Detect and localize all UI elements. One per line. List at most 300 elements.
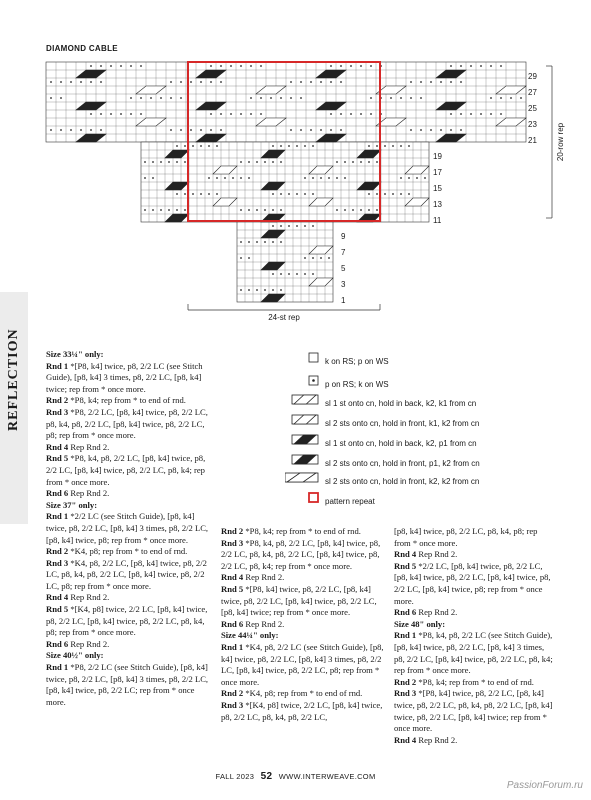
purl-dot (350, 65, 352, 67)
purl-dot (240, 161, 242, 163)
instructions-column-2 (221, 526, 389, 723)
purl-dot (168, 209, 170, 211)
round-label: Rnd 5 (394, 560, 417, 571)
row-number: 7 (341, 248, 346, 257)
purl-dot (280, 161, 282, 163)
purl-dot (312, 193, 314, 195)
purl-dot (450, 81, 452, 83)
purl-dot (520, 97, 522, 99)
round-instruction: Rnd 5 *P8, k4, p8, 2/2 LC, [p8, k4] twice, p8, 2/2 LC, [p8, k4] twice, p8, 2/2 LC, p8, k4; rep from * once more. (46, 453, 206, 487)
purl-dot (350, 113, 352, 115)
round-instruction: Rnd 1 *P8, 2/2 LC (see Stitch Guide), [p8, k4] twice, p8, 2/2 LC, [p8, k4] 3 times, p8, 2/2 LC, [p8, k4] twice, p8, 2/2 LC; rep from * once more. (46, 662, 209, 707)
legend-label: sl 1 st onto cn, hold in back, k2, k1 from cn (325, 399, 477, 408)
row-number: 21 (528, 136, 537, 145)
row-number: 9 (341, 232, 346, 241)
purl-dot (376, 161, 378, 163)
purl-dot (264, 289, 266, 291)
round-label: Rnd 3 (394, 688, 417, 699)
round-label: Rnd 1 (46, 360, 69, 371)
round-label: Rnd 4 (394, 734, 417, 745)
purl-dot (340, 81, 342, 83)
purl-dot (230, 65, 232, 67)
purl-dot (500, 65, 502, 67)
purl-dot (220, 81, 222, 83)
purl-dot (180, 129, 182, 131)
round-label: Rnd 4 (221, 572, 244, 583)
purl-dot (180, 81, 182, 83)
purl-dot (290, 129, 292, 131)
round-instruction: [p8, k4] twice, p8, 2/2 LC, p8, k4, p8; rep from * once more. (394, 526, 538, 548)
purl-dot (140, 65, 142, 67)
purl-dot (368, 193, 370, 195)
purl-dot (288, 273, 290, 275)
purl-dot (368, 209, 370, 211)
round-instruction: Rnd 4 Rep Rnd 2. (221, 572, 285, 583)
purl-dot (100, 81, 102, 83)
purl-dot (368, 145, 370, 147)
purl-dot (100, 129, 102, 131)
legend-label: k on RS; p on WS (325, 357, 389, 366)
row-number: 1 (341, 296, 346, 305)
purl-dot (216, 177, 218, 179)
round-label: Rnd 1 (46, 511, 69, 522)
size-heading: Size 40½" only: (46, 650, 104, 661)
purl-dot (376, 193, 378, 195)
purl-dot (300, 129, 302, 131)
purl-dot (420, 81, 422, 83)
purl-dot (120, 113, 122, 115)
purl-dot (360, 209, 362, 211)
purl-dot (170, 97, 172, 99)
purl-dot (140, 97, 142, 99)
round-instruction: Rnd 3 *[K4, p8] twice, 2/2 LC, [p8, k4] twice, p8, 2/2 LC, p8, k4, p8, 2/2 LC, (221, 699, 383, 722)
purl-dot (420, 129, 422, 131)
purl-dot (240, 289, 242, 291)
purl-dot (160, 161, 162, 163)
round-instruction: Rnd 4 Rep Rnd 2. (394, 549, 458, 560)
purl-dot (200, 145, 202, 147)
purl-dot (260, 65, 262, 67)
purl-dot (50, 81, 52, 83)
purl-dot (328, 257, 330, 259)
purl-dot (210, 113, 212, 115)
purl-dot (50, 129, 52, 131)
row-number: 23 (528, 120, 537, 129)
round-label: Rnd 6 (394, 607, 417, 618)
round-instruction: Rnd 2 *P8, k4; rep from * to end of rnd. (46, 395, 186, 406)
row-number: 27 (528, 88, 537, 97)
purl-dot (280, 193, 282, 195)
purl-dot (200, 81, 202, 83)
cable-1-2-rc-icon (285, 394, 321, 406)
purl-dot (310, 129, 312, 131)
purl-dot (250, 97, 252, 99)
purl-dot (420, 97, 422, 99)
page-number: 52 (260, 771, 273, 782)
purl-dot (250, 113, 252, 115)
purl-dot (500, 113, 502, 115)
round-instruction: Rnd 3 *[P8, k4] twice, p8, 2/2 LC, [p8, k4] twice, p8, 2/2 LC, p8, k4, p8, 2/2 LC, [p8, k4] twice, p8, 2/2 LC, [p8, k4] twice; rep from * once more. (394, 688, 553, 734)
purl-dot (290, 81, 292, 83)
purl-dot (70, 81, 72, 83)
purl-dot (424, 177, 426, 179)
purl-dot (440, 81, 442, 83)
knit-square-icon (285, 352, 321, 364)
purl-dot (272, 273, 274, 275)
purl-dot (460, 113, 462, 115)
diamond-cable-chart (0, 0, 591, 330)
purl-dot (248, 209, 250, 211)
legend-label: sl 1 st onto cn, hold in back, k2, p1 from cn (325, 439, 477, 448)
purl-dot (450, 113, 452, 115)
purl-dot (272, 225, 274, 227)
purl-dot (220, 65, 222, 67)
row-number: 3 (341, 280, 346, 289)
purl-dot (260, 113, 262, 115)
purl-dot (312, 177, 314, 179)
size-heading: Size 48" only: (394, 618, 446, 629)
purl-dot (490, 97, 492, 99)
round-instruction: Rnd 6 Rep Rnd 2. (221, 618, 285, 629)
purl-dot (304, 225, 306, 227)
footer-website: WWW.INTERWEAVE.COM (278, 772, 376, 781)
purl-dot (184, 145, 186, 147)
purl-dot (208, 193, 210, 195)
purl-dot (272, 241, 274, 243)
size-heading: Size 37" only: (46, 499, 98, 510)
purl-dot (80, 81, 82, 83)
purl-dot (330, 129, 332, 131)
round-instruction: Rnd 2 *K4, p8; rep from * to end of rnd. (221, 688, 363, 699)
purl-dot (176, 145, 178, 147)
purl-dot (248, 161, 250, 163)
purl-dot (80, 129, 82, 131)
purl-dot (272, 145, 274, 147)
chart-grid (46, 62, 526, 302)
round-instruction: Rnd 3 *P8, 2/2 LC, [p8, k4] twice, p8, 2/2 LC, p8, k4, p8, 2/2 LC, [p8, k4] twice, p8, 2/2 LC, p8; rep from * once more. (46, 406, 208, 441)
purl-dot (272, 289, 274, 291)
purl-dot (360, 113, 362, 115)
purl-dot (180, 97, 182, 99)
round-instruction: Rnd 2 *K4, p8; rep from * to end of rnd. (46, 546, 188, 557)
purl-dot (460, 81, 462, 83)
purl-dot (208, 145, 210, 147)
purl-dot (264, 209, 266, 211)
round-label: Rnd 5 (46, 604, 69, 615)
purl-dot (450, 65, 452, 67)
purl-dot (430, 81, 432, 83)
purl-dot (144, 209, 146, 211)
purl-dot (344, 161, 346, 163)
purl-dot (376, 145, 378, 147)
purl-dot (100, 113, 102, 115)
purl-dot (400, 145, 402, 147)
purl-dot (400, 177, 402, 179)
purl-dot (410, 129, 412, 131)
purl-dot (480, 65, 482, 67)
purl-dot (390, 97, 392, 99)
purl-dot (152, 209, 154, 211)
round-label: Rnd 2 (46, 546, 69, 557)
purl-dot (280, 289, 282, 291)
purl-dot (280, 145, 282, 147)
round-instruction: Rnd 6 Rep Rnd 2. (46, 488, 110, 499)
cable-2-2-lc-icon (285, 472, 321, 484)
page-footer (0, 771, 591, 782)
purl-dot (210, 65, 212, 67)
round-label: Rnd 6 (46, 488, 69, 499)
watermark: PassionForum.ru (506, 780, 583, 791)
purl-dot (260, 97, 262, 99)
legend-label: p on RS; k on WS (325, 380, 389, 389)
purl-dot (408, 145, 410, 147)
pattern-repeat-icon (285, 492, 321, 504)
st-rep-label: 24-st rep (268, 313, 300, 322)
purl-dot (296, 193, 298, 195)
purl-dot (340, 65, 342, 67)
purl-dot (264, 241, 266, 243)
purl-dot (368, 161, 370, 163)
purl-dot (370, 65, 372, 67)
purl-dot (336, 177, 338, 179)
purl-dot (192, 193, 194, 195)
purl-dot (170, 81, 172, 83)
row-number: 11 (433, 216, 442, 225)
purl-dot (60, 129, 62, 131)
purl-dot (296, 273, 298, 275)
round-label: Rnd 3 (221, 537, 244, 548)
purl-dot (60, 81, 62, 83)
purl-dot (300, 97, 302, 99)
instructions-column-3 (394, 526, 554, 746)
purl-dot (272, 161, 274, 163)
row-number: 29 (528, 72, 537, 81)
purl-dot (216, 193, 218, 195)
purl-dot (376, 209, 378, 211)
purl-dot (230, 113, 232, 115)
purl-dot (90, 129, 92, 131)
purl-dot (352, 209, 354, 211)
purl-dot (184, 193, 186, 195)
round-label: Rnd 2 (46, 395, 69, 406)
purl-dot (210, 81, 212, 83)
purl-dot (312, 145, 314, 147)
round-label: Rnd 4 (46, 592, 69, 603)
round-instruction: Rnd 6 Rep Rnd 2. (394, 607, 458, 618)
purl-dot (470, 65, 472, 67)
purl-dot (328, 177, 330, 179)
purl-dot (290, 97, 292, 99)
round-instruction: Rnd 2 *P8, k4; rep from * to end of rnd. (394, 676, 534, 687)
purl-dot (360, 65, 362, 67)
row-number: 13 (433, 200, 442, 209)
round-instruction: Rnd 3 *K4, p8, 2/2 LC, [p8, k4] twice, p8, 2/2 LC, p8, k4, p8, 2/2 LC, [p8, k4] twice, p8, 2/2 LC, p8; rep from * once more. (46, 557, 207, 591)
purl-dot (384, 145, 386, 147)
purl-dot (384, 193, 386, 195)
purl-dot (370, 97, 372, 99)
purl-dot (168, 161, 170, 163)
purl-dot (288, 225, 290, 227)
round-instruction: Rnd 4 Rep Rnd 2. (394, 734, 458, 745)
purl-dot (176, 193, 178, 195)
purl-dot (144, 177, 146, 179)
row-number: 15 (433, 184, 442, 193)
purl-dot (340, 129, 342, 131)
purl-dot (312, 225, 314, 227)
purl-dot (152, 161, 154, 163)
row-number: 17 (433, 168, 442, 177)
purl-dot (410, 81, 412, 83)
purl-dot (90, 81, 92, 83)
purl-dot (90, 113, 92, 115)
purl-dot (352, 161, 354, 163)
chart-title: DIAMOND CABLE (46, 44, 118, 53)
purl-dot (288, 193, 290, 195)
purl-dot (176, 161, 178, 163)
purl-dot (256, 161, 258, 163)
purl-dot (224, 177, 226, 179)
round-label: Rnd 2 (221, 688, 244, 699)
rep-label: 20-row rep (556, 122, 565, 162)
purl-dot (416, 177, 418, 179)
purl-dot (248, 289, 250, 291)
round-instruction: Rnd 4 Rep Rnd 2. (46, 592, 110, 603)
size-heading: Size 44¼" only: (221, 630, 279, 641)
round-instruction: Rnd 5 *[K4, p8] twice, 2/2 LC, [p8, k4] twice, p8, 2/2 LC, [p8, k4] twice, p8, 2/2 LC, p8, k4, p8; rep from * once more. (46, 604, 208, 638)
round-label: Rnd 3 (46, 557, 69, 568)
purl-dot (240, 113, 242, 115)
purl-dot (220, 129, 222, 131)
purl-dot (320, 129, 322, 131)
purl-dot (450, 129, 452, 131)
purl-dot (460, 129, 462, 131)
purl-dot (248, 241, 250, 243)
purl-dot (296, 145, 298, 147)
purl-dot (50, 97, 52, 99)
purl-dot (304, 257, 306, 259)
purl-dot (392, 193, 394, 195)
purl-dot (190, 129, 192, 131)
purl-dot (240, 241, 242, 243)
purl-dot (248, 177, 250, 179)
purl-dot (170, 129, 172, 131)
purl-dot (312, 273, 314, 275)
round-instruction: Rnd 5 *2/2 LC, [p8, k4] twice, p8, 2/2 LC, [p8, k4] twice, p8, 2/2 LC, [p8, k4] twice, p8, 2/2 LC, [p8, k4] twice, p8; rep from * once more. (394, 560, 551, 606)
purl-dot (344, 209, 346, 211)
round-label: Rnd 2 (221, 526, 244, 536)
purl-dot (152, 177, 154, 179)
footer-issue: FALL 2023 (215, 772, 255, 781)
round-label: Rnd 5 (221, 583, 244, 594)
round-instruction: Rnd 3 *P8, k4, p8, 2/2 LC, [p8, k4] twice, p8, 2/2 LC, p8, k4, p8, 2/2 LC, [p8, k4] twice, p8, 2/2 LC, p8, k4; rep from * once more. (221, 537, 381, 571)
purl-dot (264, 161, 266, 163)
purl-dot (330, 65, 332, 67)
purl-dot (340, 113, 342, 115)
row-number: 19 (433, 152, 442, 161)
round-label: Rnd 2 (394, 676, 417, 687)
round-label: Rnd 4 (46, 441, 69, 452)
row-number: 25 (528, 104, 537, 113)
purl-dot (280, 97, 282, 99)
purl-dot (160, 97, 162, 99)
legend-label: sl 2 sts onto cn, hold in front, k1, k2 from cn (325, 419, 480, 428)
purl-dot (296, 225, 298, 227)
purl-dot (510, 97, 512, 99)
purl-dot (192, 145, 194, 147)
legend-label: pattern repeat (325, 497, 375, 506)
purl-dot (240, 257, 242, 259)
section-label (6, 405, 22, 431)
purl-dot (304, 145, 306, 147)
purl-dot (300, 81, 302, 83)
purl-dot (288, 145, 290, 147)
purl-dot (256, 209, 258, 211)
purl-dot (240, 65, 242, 67)
purl-dot (490, 65, 492, 67)
purl-dot (100, 65, 102, 67)
purl-dot (280, 241, 282, 243)
cable-2-1-lpc-icon (285, 454, 321, 466)
round-label: Rnd 1 (394, 630, 417, 641)
purl-dot (130, 65, 132, 67)
round-label: Rnd 4 (394, 549, 417, 560)
purl-dot (330, 81, 332, 83)
purl-dot (110, 65, 112, 67)
purl-dot (470, 113, 472, 115)
purl-dot-square-icon (285, 375, 321, 387)
round-instruction: Rnd 1 *K4, p8, 2/2 LC (see Stitch Guide), [p8, k4] twice, p8, 2/2 LC, [p8, k4] 3 times, p8, 2/2 LC, [p8, k4] twice, p8, 2/2 LC, p8; rep from * once more. (221, 641, 384, 687)
round-instruction: Rnd 5 *[P8, k4] twice, p8, 2/2 LC, [p8, k4] twice, p8, 2/2 LC, [p8, k4] twice, p8, 2/2 LC, [p8, k4] twice; rep from * once more. (221, 583, 377, 618)
row-number: 5 (341, 264, 346, 273)
purl-dot (210, 129, 212, 131)
purl-dot (336, 161, 338, 163)
purl-dot (256, 289, 258, 291)
purl-dot (360, 161, 362, 163)
purl-dot (344, 177, 346, 179)
size-heading: Size 33¼" only: (46, 349, 104, 359)
purl-dot (130, 113, 132, 115)
cable-1-2-rpc-icon (285, 434, 321, 446)
legend-label: sl 2 sts onto cn, hold in front, p1, k2 from cn (325, 459, 480, 468)
purl-dot (480, 113, 482, 115)
round-label: Rnd 1 (46, 662, 69, 673)
round-instruction: Rnd 2 *P8, k4; rep from * to end of rnd. (221, 526, 361, 536)
purl-dot (250, 65, 252, 67)
purl-dot (280, 209, 282, 211)
purl-dot (240, 177, 242, 179)
round-label: Rnd 3 (46, 406, 69, 417)
purl-dot (304, 273, 306, 275)
purl-dot (280, 225, 282, 227)
purl-dot (70, 129, 72, 131)
purl-dot (232, 177, 234, 179)
purl-dot (320, 257, 322, 259)
purl-dot (248, 257, 250, 259)
purl-dot (110, 113, 112, 115)
purl-dot (120, 65, 122, 67)
purl-dot (410, 97, 412, 99)
purl-dot (312, 257, 314, 259)
purl-dot (392, 145, 394, 147)
purl-dot (160, 209, 162, 211)
purl-dot (130, 97, 132, 99)
purl-dot (184, 161, 186, 163)
purl-dot (216, 145, 218, 147)
purl-dot (176, 209, 178, 211)
purl-dot (190, 81, 192, 83)
purl-dot (90, 65, 92, 67)
purl-dot (220, 113, 222, 115)
